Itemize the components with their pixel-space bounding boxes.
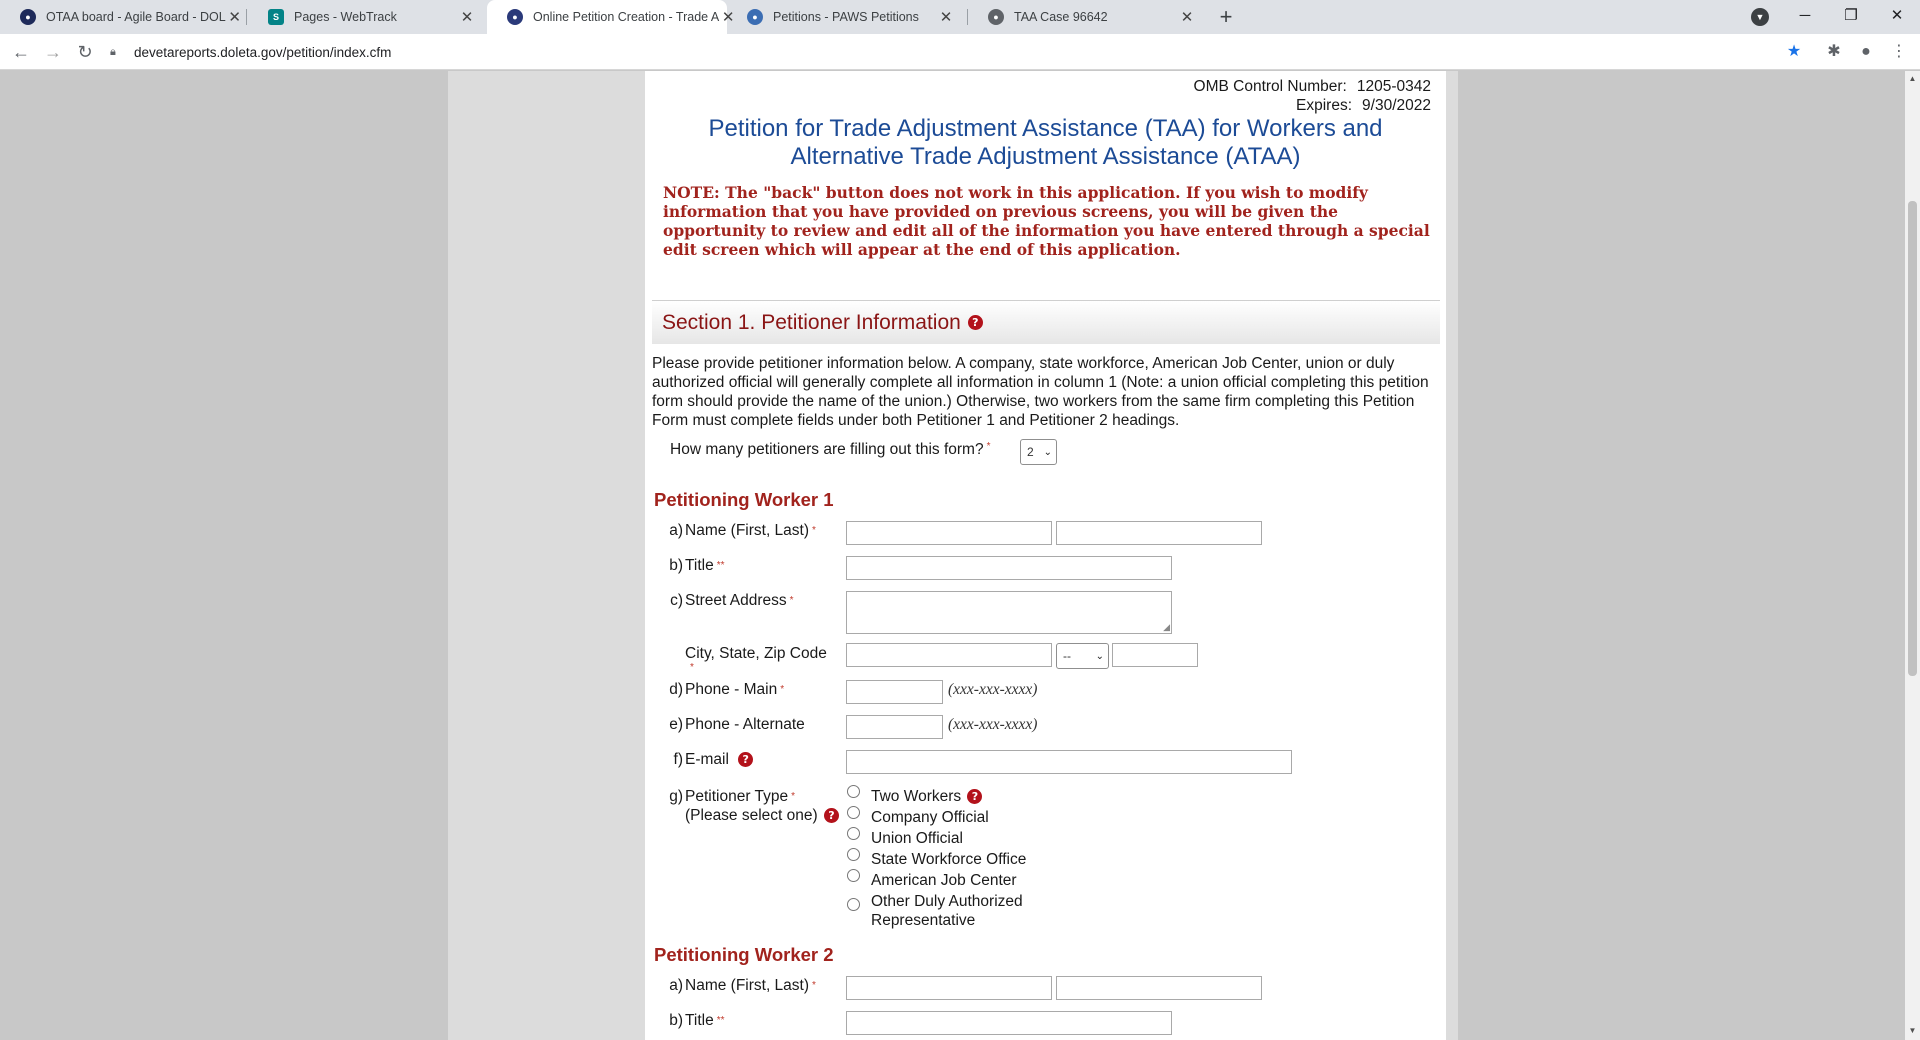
tab-title: Pages - WebTrack [294, 10, 397, 24]
omb-expires-label: Expires: [1296, 97, 1353, 114]
section-1-title: Section 1. Petitioner Information [662, 310, 961, 334]
worker-1-petitioner-type-label: g) Petitioner Type * [669, 788, 796, 805]
worker-2-first-name-input[interactable] [846, 976, 1052, 1000]
scrollbar-thumb[interactable] [1908, 201, 1917, 676]
page-title-line1: Petition for Trade Adjustment Assistance (TAA) for Workers and [708, 115, 1383, 142]
worker-1-phone-alt-input[interactable] [846, 715, 943, 739]
bookmark-star-icon[interactable]: ★ [1786, 43, 1802, 60]
state-select-value: -- [1063, 649, 1071, 663]
dol-seal-icon: ● [507, 9, 523, 25]
required-marker: * [690, 662, 694, 673]
page-viewport [0, 71, 1905, 1040]
browser-tab-otaa-board[interactable] [0, 0, 245, 34]
browser-tab-petition-creation[interactable] [487, 0, 735, 34]
worker-1-last-name-input[interactable] [1056, 521, 1262, 545]
tab-title: Petitions - PAWS Petitions [773, 10, 919, 24]
globe-icon: ● [988, 9, 1004, 25]
petitioner-type-union-official-radio[interactable] [847, 827, 860, 840]
browser-tab-webtrack[interactable] [248, 0, 488, 34]
profile-avatar-icon[interactable]: ● [1861, 43, 1871, 60]
help-icon[interactable]: ? [967, 789, 982, 804]
worker-1-phone-main-label: d) Phone - Main * [669, 681, 785, 698]
worker-1-city-input[interactable] [846, 643, 1052, 667]
worker-1-state-select[interactable] [1056, 643, 1109, 669]
petition-form [645, 71, 1446, 1040]
worker-1-street-address-textarea[interactable] [846, 591, 1172, 634]
worker-1-phone-main-input[interactable] [846, 680, 943, 704]
extensions-icon[interactable]: ✱ [1827, 43, 1841, 60]
chevron-down-icon: ⌄ [1043, 446, 1052, 458]
section-1-instructions: Please provide petitioner information below. A company, state workforce, American Job Center, union or duly authorized official will generally complete all information in column 1 (Note: a union official completing this petition form should provide the name of the union.) Otherwise, two workers from the same firm completing this Petition Form must complete fields under both Petitioner 1 and Petitioner 2 headings. [652, 355, 1429, 429]
new-tab-button[interactable]: + [1219, 4, 1233, 29]
omb-control-label: OMB Control Number: [1193, 78, 1347, 95]
browser-tab-taa-case[interactable] [968, 0, 1208, 34]
reload-icon[interactable]: ↻ [77, 42, 93, 62]
petitioner-type-two-workers-radio[interactable] [847, 785, 860, 798]
worker-1-name-label: a) Name (First, Last) * [669, 522, 816, 539]
petitioner-type-option: State Workforce Office [871, 851, 1027, 868]
worker-2-title-label: b) Title ** [669, 1012, 725, 1029]
worker-1-first-name-input[interactable] [846, 521, 1052, 545]
close-icon[interactable]: ✕ [228, 9, 241, 26]
tab-title: Online Petition Creation - Trade A [533, 10, 720, 24]
page-title-line2: Alternative Trade Adjustment Assistance (ATAA) [790, 143, 1301, 170]
menu-kebab-icon[interactable]: ⋮ [1891, 43, 1907, 60]
globe-icon: ● [747, 9, 763, 25]
browser-tab-paws-petitions[interactable] [727, 0, 967, 34]
worker-1-phone-alt-label: e) Phone - Alternate [669, 716, 805, 733]
worker-2-heading: Petitioning Worker 2 [654, 944, 834, 965]
worker-1-title-input[interactable] [846, 556, 1172, 580]
petitioner-count-value: 2 [1027, 445, 1034, 459]
section-1-header [652, 300, 1440, 344]
tab-title: TAA Case 96642 [1014, 10, 1108, 24]
help-icon[interactable]: ? [968, 315, 983, 330]
petitioner-type-state-workforce-radio[interactable] [847, 848, 860, 861]
back-icon[interactable]: ← [12, 42, 30, 62]
worker-2-last-name-input[interactable] [1056, 976, 1262, 1000]
close-icon[interactable]: ✕ [721, 9, 735, 26]
worker-2-title-input[interactable] [846, 1011, 1172, 1035]
tab-title: OTAA board - Agile Board - DOL [46, 10, 226, 24]
back-button-note: NOTE: The "back" button does not work in this application. If you wish to modify information that you have provided on previous screens, you will be given the opportunity to review and edit all of the information you have entered through a special edit screen which will appear at the end of this application. [663, 183, 1430, 259]
minimize-button[interactable]: ─ [1799, 7, 1811, 24]
scroll-up-arrow-icon[interactable]: ▲ [1908, 74, 1917, 83]
worker-1-city-state-zip-label: City, State, Zip Code [685, 645, 827, 662]
forward-icon[interactable]: → [44, 42, 62, 62]
petitioner-type-option: American Job Center [871, 872, 1017, 889]
tab-search-icon[interactable]: ▼ [1751, 8, 1769, 26]
url-text: devetareports.doleta.gov/petition/index.cfm [134, 44, 392, 60]
petitioner-type-option: Two Workers ? [871, 787, 982, 806]
close-icon[interactable]: ✕ [1180, 9, 1194, 26]
close-icon[interactable]: ✕ [939, 9, 953, 26]
restore-button[interactable]: ❐ [1844, 7, 1858, 24]
petitioner-type-company-official-radio[interactable] [847, 806, 860, 819]
petitioner-type-option: Union Official [871, 830, 963, 847]
petitioner-type-option: Company Official [871, 809, 989, 826]
scroll-down-arrow-icon[interactable]: ▼ [1908, 1026, 1917, 1035]
phone-format-hint: (xxx-xxx-xxxx) [948, 716, 1038, 733]
worker-1-email-input[interactable] [846, 750, 1292, 774]
resize-grip-icon[interactable]: ◢ [1163, 622, 1170, 632]
omb-info [1194, 77, 1431, 115]
petitioner-type-option: Other Duly Authorized Representative [871, 893, 1023, 929]
worker-1-heading: Petitioning Worker 1 [654, 489, 834, 510]
help-icon[interactable]: ? [738, 752, 753, 767]
tab-strip [0, 0, 1920, 34]
worker-1-petitioner-type-sublabel: (Please select one) ? [685, 806, 839, 825]
page-title [645, 115, 1446, 171]
phone-format-hint: (xxx-xxx-xxxx) [948, 681, 1038, 698]
left-margin-column [448, 71, 645, 1040]
right-margin-column [1446, 71, 1458, 1040]
tab-separator [246, 9, 247, 25]
worker-1-title-label: b) Title ** [669, 557, 725, 574]
worker-2-name-label: a) Name (First, Last) * [669, 977, 816, 994]
jira-icon: ● [20, 9, 36, 25]
chevron-down-icon: ⌄ [1095, 650, 1104, 662]
close-icon[interactable]: ✕ [460, 9, 474, 26]
help-icon[interactable]: ? [824, 808, 839, 823]
browser-toolbar [0, 34, 1920, 70]
address-bar[interactable] [110, 38, 1790, 66]
worker-1-address-label: c) Street Address * [670, 592, 794, 609]
worker-1-email-label: f) E-mail ? [665, 750, 753, 769]
worker-1-zip-input[interactable] [1112, 643, 1198, 667]
omb-control-number: 1205-0342 [1356, 78, 1431, 95]
petitioner-type-american-job-center-radio[interactable] [847, 869, 860, 882]
petitioner-count-select[interactable] [1020, 439, 1057, 465]
required-marker: * [986, 441, 991, 452]
page-scrollbar[interactable] [1905, 71, 1920, 1040]
omb-expires-date: 9/30/2022 [1362, 97, 1431, 114]
sharepoint-icon: S [268, 9, 284, 25]
petitioner-type-other-representative-radio[interactable] [847, 898, 860, 911]
lock-icon[interactable]: 🔒︎ [110, 45, 116, 58]
close-window-button[interactable]: ✕ [1890, 7, 1904, 24]
petitioner-count-question: How many petitioners are filling out this form? * [670, 441, 991, 458]
